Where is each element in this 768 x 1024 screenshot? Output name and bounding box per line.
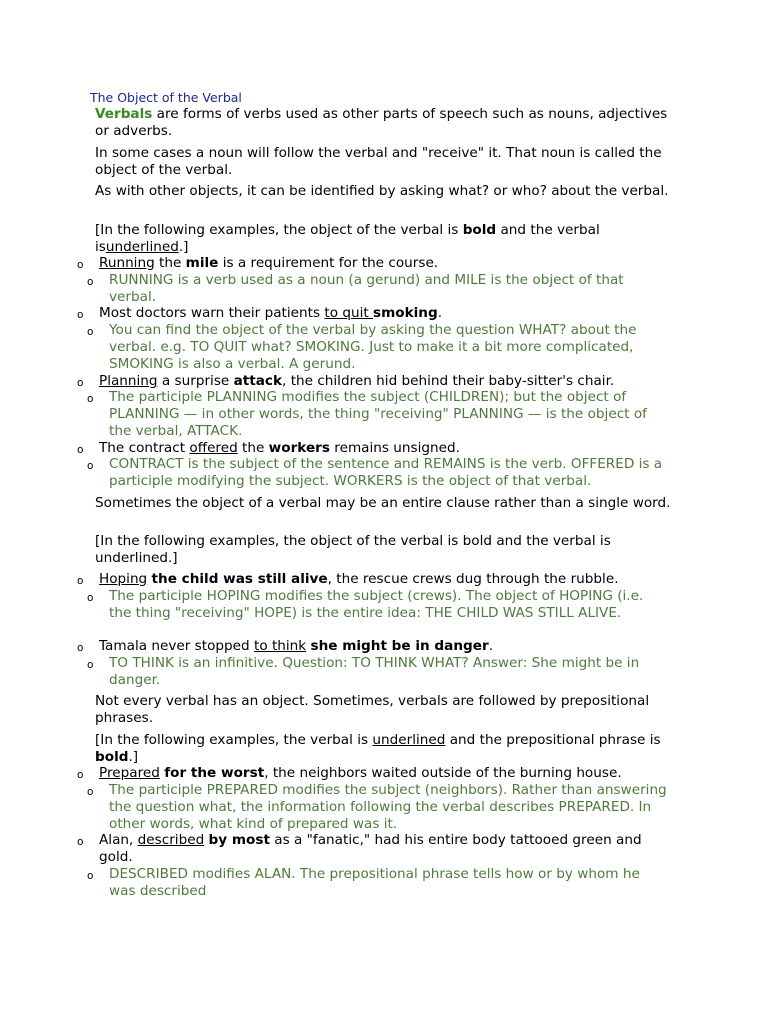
paragraph-no-object: Not every verbal has an object. Sometimes, verbals are followed by prepositional phrases.	[95, 693, 650, 726]
paragraph-identify-object: As with other objects, it can be identified by asking what? or who? about the verbal.	[95, 183, 669, 199]
page-title: The Object of the Verbal	[90, 90, 242, 105]
explanation-running: o RUNNING is a verb used as a noun (a gerund) and MILE is the object of that verbal.	[109, 272, 669, 306]
term-verbals: Verbals	[95, 106, 153, 122]
explanation-to-quit: o You can find the object of the verbal by asking the question WHAT? about the verbal. e.g. TO QUIT what? SMOKING. Just to make it a bit more complicated, SMOKING is also a verbal. A gerund.	[109, 322, 669, 372]
paragraph-clause-examples-note: [In the following examples, the object of the verbal is bold and the verbal is underlined.]	[95, 533, 611, 566]
example-hoping: o Hoping the child was still alive, the rescue crews dug through the rubble.	[99, 571, 679, 588]
paragraph-entire-clause: Sometimes the object of a verbal may be an entire clause rather than a single word.	[95, 495, 671, 511]
explanation-hoping: o The participle HOPING modifies the subject (crews). The object of HOPING (i.e. the thing "receiving" HOPE) is the entire idea: THE CHILD WAS STILL ALIVE.	[109, 588, 669, 622]
example-prepared: o Prepared for the worst, the neighbors waited outside of the burning house.	[99, 765, 679, 782]
example-to-think: o Tamala never stopped to think she might be in danger.	[99, 638, 679, 655]
explanation-described: o DESCRIBED modifies ALAN. The prepositional phrase tells how or by whom he was described	[109, 866, 669, 900]
intro-paragraph: Verbals are forms of verbs used as other parts of speech such as nouns, adjectives or adverbs.	[95, 106, 668, 139]
paragraph-noun-follows: In some cases a noun will follow the verbal and "receive" it. That noun is called the object of the verbal.	[95, 145, 662, 178]
explanation-to-think: o TO THINK is an infinitive. Question: TO THINK WHAT? Answer: She might be in danger.	[109, 655, 669, 689]
example-offered: o The contract offered the workers remains unsigned.	[99, 440, 679, 457]
example-to-quit: o Most doctors warn their patients to quit smoking.	[99, 305, 679, 322]
paragraph-examples-note: [In the following examples, the object of the verbal is bold and the verbal isunderlined.]	[95, 222, 600, 255]
explanation-planning: o The participle PLANNING modifies the subject (CHILDREN); but the object of PLANNING — in other words, the thing "receiving" PLANNING — is the object of the verbal, ATTACK.	[109, 389, 669, 439]
explanation-offered: o CONTRACT is the subject of the sentence and REMAINS is the verb. OFFERED is a participle modifying the subject. WORKERS is the object of that verbal.	[109, 456, 669, 490]
example-described: o Alan, described by most as a "fanatic," had his entire body tattooed green and gold.	[99, 832, 679, 866]
example-planning: o Planning a surprise attack, the children hid behind their baby-sitter's chair.	[99, 373, 679, 390]
example-running: o Running the mile is a requirement for the course.	[99, 255, 679, 272]
paragraph-prepositional-note: [In the following examples, the verbal is underlined and the prepositional phrase is bold.]	[95, 732, 661, 765]
explanation-prepared: o The participle PREPARED modifies the subject (neighbors). Rather than answering the question what, the information following the verbal describes PREPARED. In other words, what kind of prepared was it.	[109, 782, 669, 832]
